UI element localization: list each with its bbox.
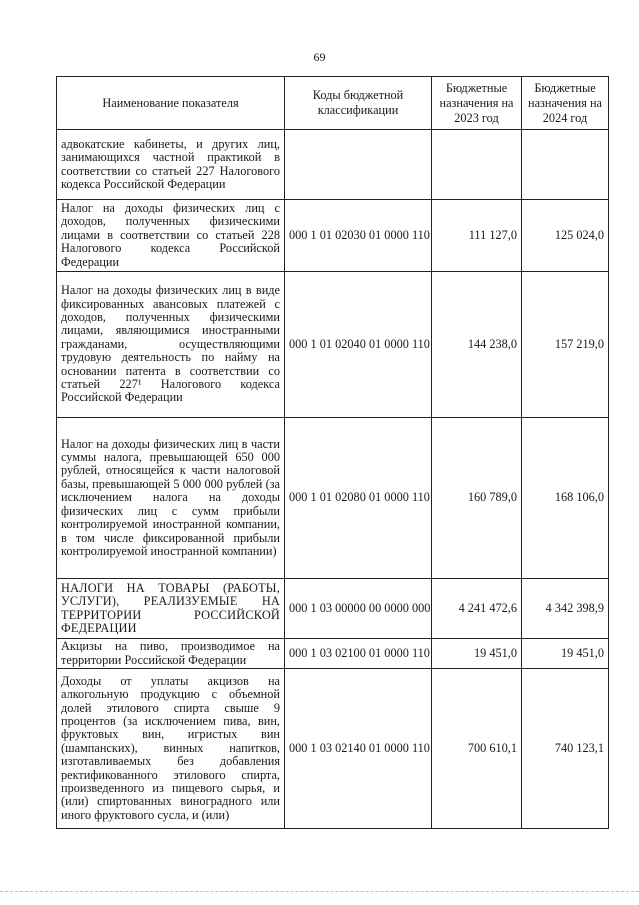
row-2024: 168 106,0 [522,418,609,579]
row-name: Налог на доходы физических лиц с доходов, полученных физическими лицами в соответствии со статьей 228 Налогового кодекса Российской Федерации [57,200,285,272]
table-row [57,639,609,669]
row-code: 000 1 01 02040 01 0000 110 [285,272,432,418]
row-code: 000 1 01 02080 01 0000 110 [285,418,432,579]
row-2024: 740 123,1 [522,669,609,829]
header-2024: Бюджетные назначения на 2024 год [522,77,609,130]
row-2024: 157 219,0 [522,272,609,418]
row-2023: 160 789,0 [432,418,522,579]
table-header-row [57,77,609,130]
header-2023: Бюджетные назначения на 2023 год [432,77,522,130]
header-code: Коды бюджетной классификации [285,77,432,130]
row-name: Налог на доходы физических лиц в виде фиксированных авансовых платежей с доходов, полученных физическими лицами, являющимися иностранными гражданами, осуществляющими трудовую деятельность по найму на основании патента в соответствии со статьей 227¹ Налогового кодекса Российской Федерации [57,272,285,418]
row-2024 [522,130,609,200]
row-name: Доходы от уплаты акцизов на алкогольную продукцию с объемной долей этилового спирта свыше 9 процентов (за исключением пива, вин, фруктовых вин, игристых вин (шампанских), винных напитков, изготавливаемых без добавления ректификованного этилового спирта, произведенного из пищевого сырья, и (или) спиртованных виноградного или иного фруктового сусла, и (или) [57,669,285,829]
row-2023 [432,130,522,200]
row-2023: 111 127,0 [432,200,522,272]
row-name: адвокатские кабинеты, и других лиц, занимающихся частной практикой в соответствии со статьей 227 Налогового кодекса Российской Федерации [57,130,285,200]
table-row [57,130,609,200]
table-row [57,669,609,829]
row-2023: 4 241 472,6 [432,579,522,639]
row-2024: 125 024,0 [522,200,609,272]
row-code: 000 1 03 02100 01 0000 110 [285,639,432,669]
row-code: 000 1 03 00000 00 0000 000 [285,579,432,639]
row-2024: 4 342 398,9 [522,579,609,639]
row-name: Акцизы на пиво, производимое на территории Российской Федерации [57,639,285,669]
table-row [57,418,609,579]
row-name: Налог на доходы физических лиц в части суммы налога, превышающей 650 000 рублей, относящейся к части налоговой базы, превышающей 5 000 000 рублей (за исключением налога на доходы физических лиц с сумм прибыли контролируемой иностранной компании, в том числе фиксированной прибыли контролируемой иностранной компании) [57,418,285,579]
row-2024: 19 451,0 [522,639,609,669]
row-code: 000 1 03 02140 01 0000 110 [285,669,432,829]
row-2023: 144 238,0 [432,272,522,418]
header-name: Наименование показателя [57,77,285,130]
page-number: 69 [313,50,326,64]
budget-table [56,76,609,829]
row-code: 000 1 01 02030 01 0000 110 [285,200,432,272]
row-2023: 700 610,1 [432,669,522,829]
row-2023: 19 451,0 [432,639,522,669]
table-row [57,579,609,639]
table-row [57,272,609,418]
page-bottom-rule [0,891,639,892]
row-code [285,130,432,200]
row-name: НАЛОГИ НА ТОВАРЫ (РАБОТЫ, УСЛУГИ), РЕАЛИЗУЕМЫЕ НА ТЕРРИТОРИИ РОССИЙСКОЙ ФЕДЕРАЦИИ [57,579,285,639]
table-row [57,200,609,272]
